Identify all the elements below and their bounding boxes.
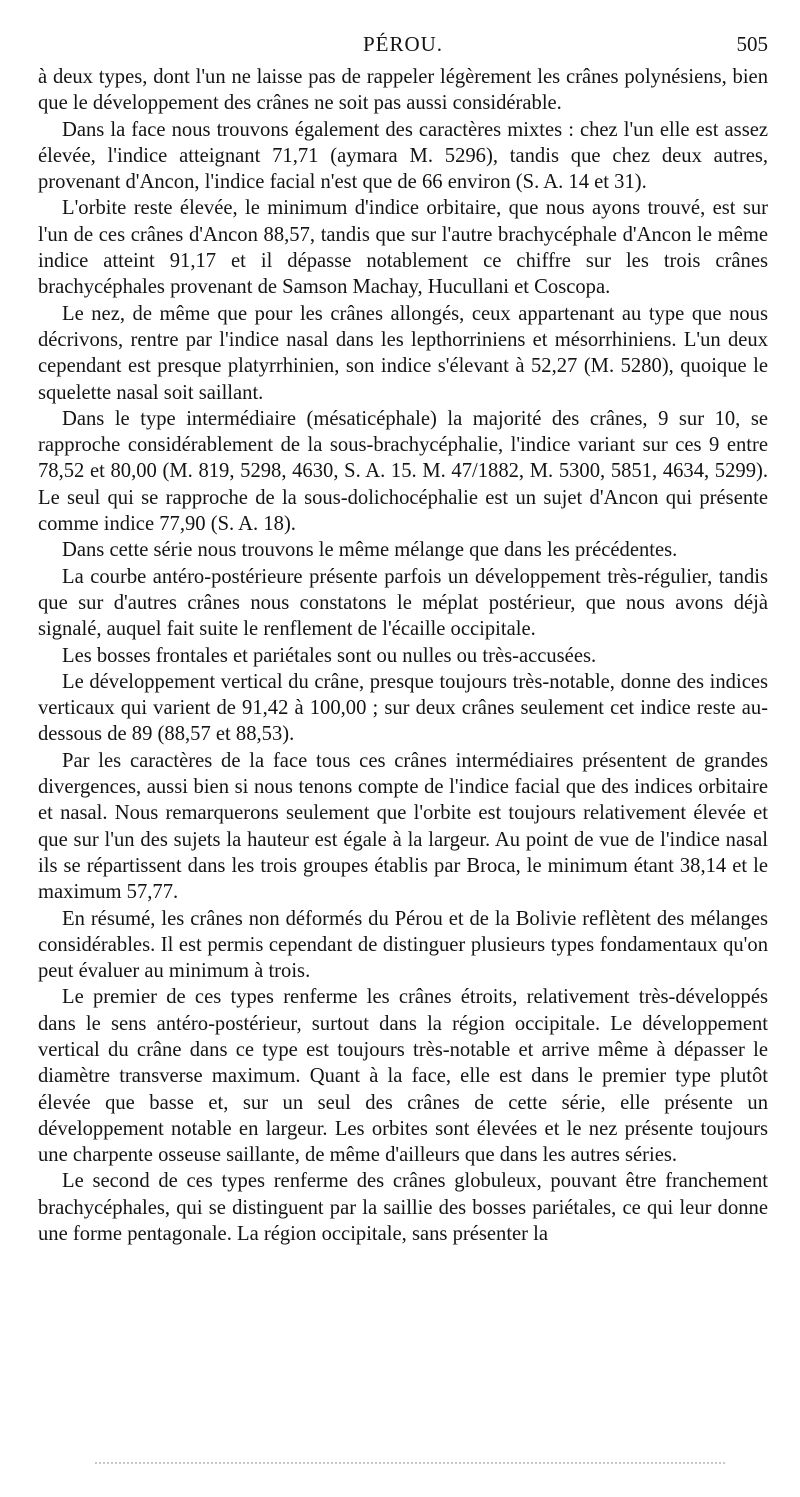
paragraph-3: L'orbite reste élevée, le minimum d'indice orbitaire, que nous ayons trouvé, est sur l'un de ces crânes d'Ancon 88,57, tandis que sur l'autre brachycéphale d'Ancon le même indice atteint 91,17 et il dépasse notablement ce chiffre sur les trois crânes brachycéphales provenant de Samson Machay, Hucullani et Coscopa. xyxy=(38,197,768,299)
body-text xyxy=(38,64,768,1247)
paragraph-5: Dans le type intermédiaire (mésaticéphale) la majorité des crânes, 9 sur 10, se rapproche considérablement de la sous-brachycéphalie, l'indice variant sur ces 9 entre 78,52 et 80,00 (M. 819, 5298, 4630, S. A. 15. M. 47/1882, M. 5300, 5851, 4634, 5299). Le seul qui se rapproche de la sous-dolichocéphalie est un sujet d'Ancon qui présente comme indice 77,90 (S. A. 18). xyxy=(38,407,768,536)
paragraph-8: Les bosses frontales et pariétales sont ou nulles ou très-accusées. xyxy=(62,644,597,667)
paragraph-11: En résumé, les crânes non déformés du Pérou et de la Bolivie reflètent des mélanges considérables. Il est permis cependant de distinguer plusieurs types fondamentaux qu'on peut évaluer au minimum à trois. xyxy=(38,907,768,983)
paragraph-13: Le second de ces types renferme des crânes globuleux, pouvant être franchement brachycéphales, qui se distinguent par la saillie des bosses pariétales, ce qui leur donne une forme pentagonale. La région occipitale, sans présenter la xyxy=(38,1170,768,1246)
paragraph-2: Dans la face nous trouvons également des caractères mixtes : chez l'un elle est assez élevée, l'indice atteignant 71,71 (aymara M. 5296), tandis que chez deux autres, provenant d'Ancon, l'indice facial n'est que de 66 environ (S. A. 14 et 31). xyxy=(38,118,768,194)
paragraph-1: à deux types, dont l'un ne laisse pas de rappeler légèrement les crânes polynésiens, bien que le développement des crânes ne soit pas aussi considérable. xyxy=(38,66,768,115)
footer-bleed-through xyxy=(95,1462,725,1464)
paragraph-10: Par les caractères de la face tous ces crânes intermédiaires présentent de grandes divergences, aussi bien si nous tenons compte de l'indice facial que des indices orbitaire et nasal. Nous remarquerons seulement que l'orbite est toujours relativement élevée et que sur l'un des sujets la hauteur est égale à la largeur. Au point de vue de l'indice nasal ils se répartissent dans les trois groupes établis par Broca, le minimum étant 38,14 et le maximum 57,77. xyxy=(38,749,768,904)
page-number: 505 xyxy=(736,32,768,56)
paragraph-4: Le nez, de même que pour les crânes allongés, ceux appartenant au type que nous décrivons, rentre par l'indice nasal dans les lepthorriniens et mésorrhiniens. L'un deux cependant est presque platyrrhinien, son indice s'élevant à 52,27 (M. 5280), quoique le squelette nasal soit saillant. xyxy=(38,302,768,404)
page-header xyxy=(38,32,768,60)
paragraph-7: La courbe antéro-postérieure présente parfois un développement très-régulier, tandis que sur d'autres crânes nous constatons le méplat postérieur, que nous avons déjà signalé, auquel fait suite le renflement de l'écaille occipitale. xyxy=(38,565,768,641)
paragraph-9: Le développement vertical du crâne, presque toujours très-notable, donne des indices verticaux qui varient de 91,42 à 100,00 ; sur deux crânes seulement cet indice reste au-dessous de 89 (88,57 et 88,53). xyxy=(38,670,768,746)
paragraph-6: Dans cette série nous trouvons le même mélange que dans les précédentes. xyxy=(62,539,678,562)
running-title: PÉROU. xyxy=(362,32,444,56)
paragraph-12: Le premier de ces types renferme les crânes étroits, relativement très-développés dans le sens antéro-postérieur, surtout dans la région occipitale. Le développement vertical du crâne dans ce type est toujours très-notable et arrive même à dépasser le diamètre transverse maximum. Quant à la face, elle est dans le premier type plutôt élevée que basse et, sur un seul des crânes de cette série, elle présente un développement notable en largeur. Les orbites sont élevées et le nez présente toujours une charpente osseuse saillante, de même d'ailleurs que dans les autres séries. xyxy=(38,986,768,1167)
